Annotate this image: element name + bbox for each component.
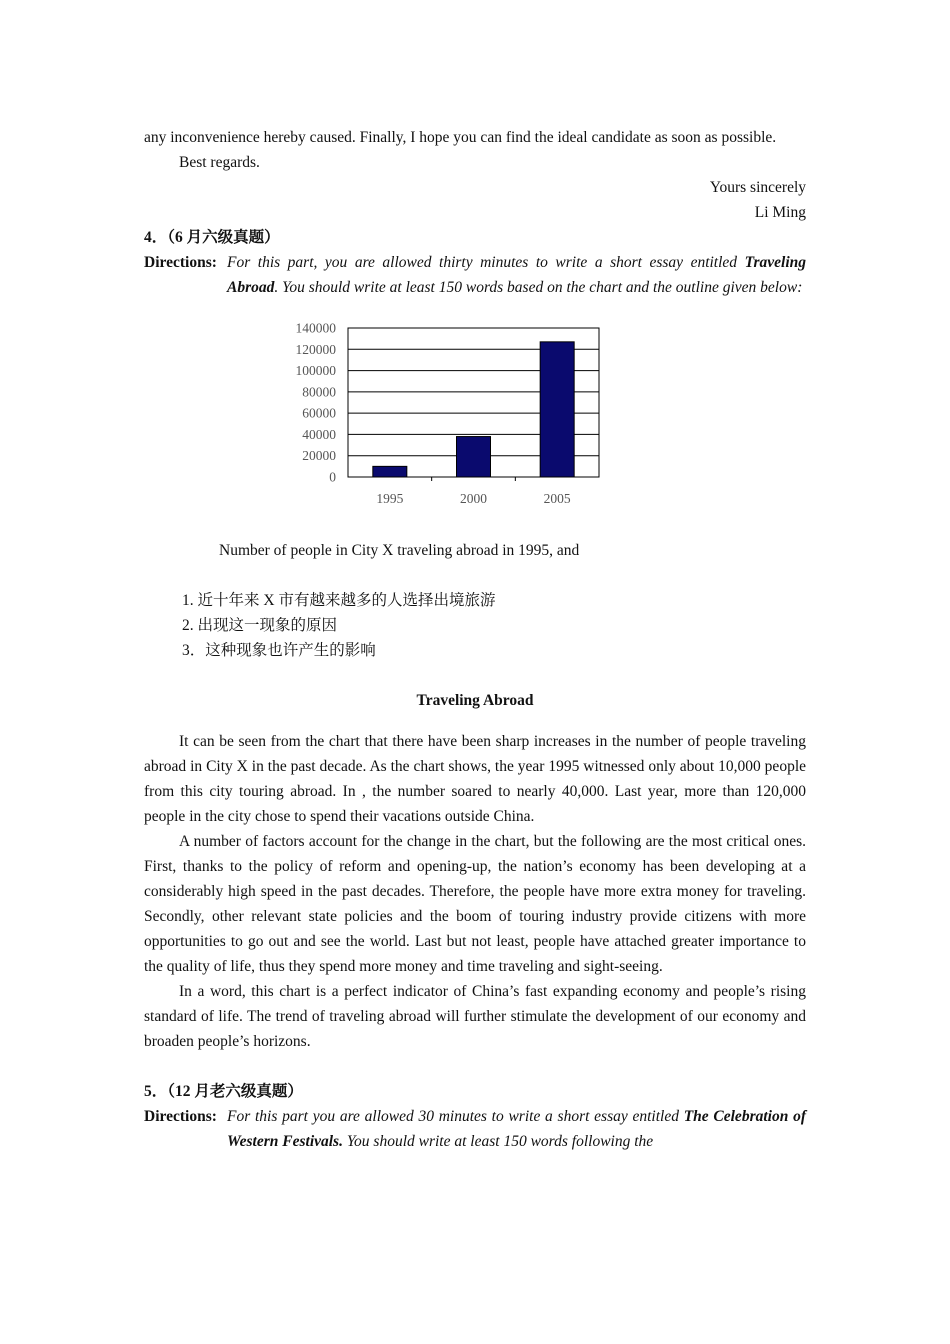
- y-tick-label: 100000: [295, 363, 336, 379]
- letter-signoff: Yours sincerely: [709, 179, 806, 196]
- directions-text: [227, 1104, 806, 1154]
- x-tick-label: 2005: [543, 491, 571, 506]
- bar-chart: [144, 300, 806, 538]
- y-tick-label: 120000: [295, 341, 336, 357]
- essay-paragraph-3: In a word, this chart is a perfect indicator of China’s fast expanding economy and people’s rising standard of life. The trend of traveling abroad will further stimulate the development of our economy and broaden people’s horizons.: [144, 982, 806, 1050]
- question-4-directions: [144, 250, 806, 300]
- directions-label: Directions:: [144, 1107, 217, 1125]
- document-page: [144, 125, 806, 1154]
- question-5-heading: 5．（12 月老六级真题）: [144, 1082, 303, 1100]
- x-tick-label: 2000: [460, 491, 487, 506]
- chart-container: [144, 300, 806, 538]
- question-4-heading: 4．（6 月六级真题）: [144, 229, 280, 246]
- outline-list: [144, 588, 806, 663]
- letter-closing: Best regards.: [179, 154, 260, 171]
- outline-item-3: 3．这种现象也许产生的影响: [182, 642, 376, 659]
- letter-signature: Li Ming: [754, 204, 806, 221]
- essay-paragraph-2: A number of factors account for the change in the chart, but the following are the most critical ones. First, thanks to the policy of reform and opening-up, the nation’s economy has been developing at a considerably high speed in the past decades. Therefore, the people have more extra money for traveling. Secondly, other relevant state policies and the boom of touring industry provide citizens with more opportunities to go out and see the world. Last but not least, people have attached greater importance to the quality of life, thus they spend more money and time traveling and sight-seeing.: [144, 832, 806, 975]
- directions-text: [227, 250, 806, 300]
- y-tick-label: 140000: [295, 320, 336, 336]
- directions-pre: For this part you are allowed 30 minutes to write a short essay entitled: [227, 1107, 684, 1125]
- question-5-directions: [144, 1104, 806, 1154]
- directions-post: . You should write at least 150 words based on the chart and the outline given below:: [274, 279, 803, 296]
- directions-label: Directions:: [144, 254, 217, 271]
- y-tick-label: 0: [329, 469, 336, 485]
- essay-paragraph-1: It can be seen from the chart that there have been sharp increases in the number of people traveling abroad in City X in the past decade. As the chart shows, the year 1995 witnessed only about 10,000 people from this city touring abroad. In , the number soared to nearly 40,000. Last year, more than 120,000 people in the city chose to spend their vacations outside China.: [144, 732, 806, 825]
- directions-title: Traveling Abroad: [227, 254, 806, 296]
- y-tick-label: 80000: [302, 384, 336, 400]
- essay-title: Traveling Abroad: [416, 692, 534, 709]
- y-tick-label: 60000: [302, 405, 336, 421]
- outline-item-1: 1. 近十年来 X 市有越来越多的人选择出境旅游: [182, 592, 496, 609]
- y-tick-label: 40000: [302, 426, 336, 442]
- directions-pre: For this part, you are allowed thirty minutes to write a short essay entitled: [227, 254, 745, 271]
- x-tick-label: 1995: [376, 491, 404, 506]
- chart-caption: Number of people in City X traveling abroad in 1995, and: [219, 542, 580, 559]
- outline-item-2: 2. 出现这一现象的原因: [182, 617, 338, 634]
- directions-title: The Celebration of Western Festivals.: [227, 1107, 806, 1150]
- directions-post: You should write at least 150 words following the: [342, 1132, 654, 1150]
- bar-1995: [373, 466, 407, 477]
- y-tick-label: 20000: [302, 448, 336, 464]
- letter-text: any inconvenience hereby caused. Finally, I hope you can find the ideal candidate as soon as possible.: [144, 129, 777, 146]
- bar-2000: [457, 437, 491, 477]
- bar-2005: [540, 342, 574, 477]
